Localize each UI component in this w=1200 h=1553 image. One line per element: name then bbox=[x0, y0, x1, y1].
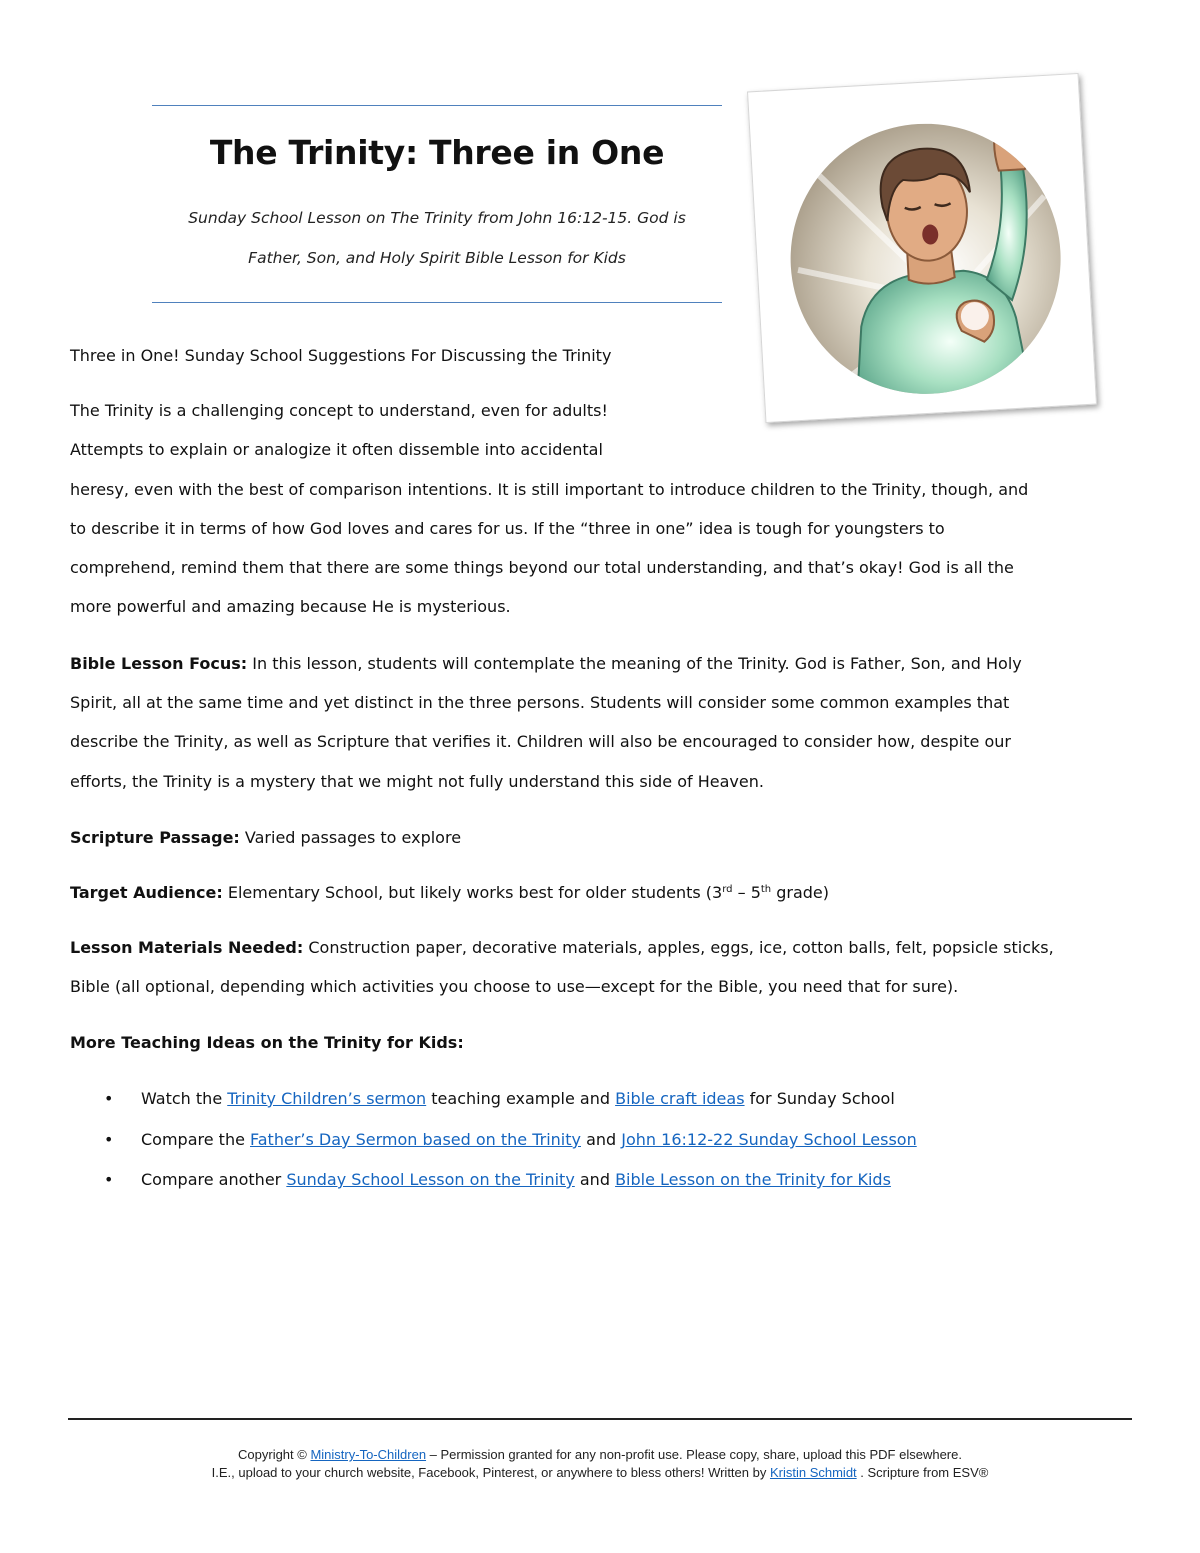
title-top-rule bbox=[152, 105, 722, 106]
audience-sup: rd bbox=[722, 884, 733, 895]
link-fathers-day-sermon[interactable]: Father’s Day Sermon based on the Trinity bbox=[250, 1130, 581, 1149]
scripture-value: Varied passages to explore bbox=[239, 828, 462, 847]
list-item-text: Watch the bbox=[141, 1089, 228, 1108]
list-item-text: and bbox=[574, 1170, 616, 1189]
footer-text: Copyright © bbox=[238, 1447, 311, 1462]
scripture-label: Scripture Passage: bbox=[70, 828, 240, 847]
list-item-text: Compare another bbox=[141, 1170, 287, 1189]
footer-credits bbox=[68, 1465, 1132, 1480]
footer-copyright bbox=[68, 1447, 1132, 1462]
materials-text: Construction paper, decorative materials, apples, eggs, ice, cotton balls, felt, popsicle sticks, bbox=[303, 938, 1054, 957]
target-audience bbox=[70, 883, 829, 902]
intro-line: more powerful and amazing because He is mysterious. bbox=[70, 597, 511, 616]
footer-text: – Permission granted for any non-profit use. Please copy, share, upload this PDF elsewhere. bbox=[426, 1447, 962, 1462]
link-ministry-to-children[interactable]: Ministry-To-Children bbox=[310, 1447, 427, 1462]
audience-text: grade) bbox=[771, 883, 830, 902]
audience-text: – 5 bbox=[732, 883, 761, 902]
title-bottom-rule bbox=[152, 302, 722, 303]
focus-line: Spirit, all at the same time and yet distinct in the three persons. Students will consider some common examples that bbox=[70, 693, 1010, 712]
focus-text: In this lesson, students will contemplate the meaning of the Trinity. God is Father, Son, and Holy bbox=[247, 654, 1022, 673]
bullet-icon: • bbox=[104, 1130, 114, 1149]
list-item-text: and bbox=[581, 1130, 622, 1149]
link-kristin-schmidt[interactable]: Kristin Schmidt bbox=[769, 1465, 857, 1480]
focus-paragraph bbox=[70, 654, 1022, 673]
illustration-frame bbox=[747, 73, 1097, 423]
intro-line: heresy, even with the best of comparison intentions. It is still important to introduce children to the Trinity, though, and bbox=[70, 480, 1029, 499]
intro-line: to describe it in terms of how God loves and cares for us. If the “three in one” idea is tough for youngsters to bbox=[70, 519, 945, 538]
link-bible-craft-ideas[interactable]: Bible craft ideas bbox=[615, 1089, 745, 1108]
intro-heading: Three in One! Sunday School Suggestions For Discussing the Trinity bbox=[70, 346, 612, 365]
bullet-icon: • bbox=[104, 1089, 114, 1108]
intro-line: Attempts to explain or analogize it often dissemble into accidental bbox=[70, 440, 603, 459]
link-sunday-school-lesson-trinity[interactable]: Sunday School Lesson on the Trinity bbox=[286, 1170, 575, 1189]
more-ideas-heading-text: More Teaching Ideas on the Trinity for Kids: bbox=[70, 1033, 464, 1052]
intro-line: The Trinity is a challenging concept to understand, even for adults! bbox=[70, 401, 608, 420]
scripture-passage bbox=[70, 828, 461, 847]
list-item bbox=[141, 1089, 895, 1108]
bullet-icon: • bbox=[104, 1170, 114, 1189]
list-item bbox=[141, 1170, 891, 1189]
materials-line: Bible (all optional, depending which activities you choose to use—except for the Bible, you need that for sure). bbox=[70, 977, 959, 996]
list-item bbox=[141, 1130, 917, 1149]
audience-sup: th bbox=[760, 884, 772, 895]
link-john-16-lesson[interactable]: John 16:12-22 Sunday School Lesson bbox=[621, 1130, 917, 1149]
materials-label: Lesson Materials Needed: bbox=[70, 938, 304, 957]
audience-label: Target Audience: bbox=[70, 883, 223, 902]
focus-label: Bible Lesson Focus: bbox=[70, 654, 248, 673]
focus-line: efforts, the Trinity is a mystery that we might not fully understand this side of Heaven. bbox=[70, 772, 764, 791]
list-item-text: Compare the bbox=[141, 1130, 251, 1149]
footer-text: . Scripture from ESV® bbox=[856, 1465, 989, 1480]
footer-text: I.E., upload to your church website, Facebook, Pinterest, or anywhere to bless others! Written by bbox=[211, 1465, 770, 1480]
link-bible-lesson-trinity-kids[interactable]: Bible Lesson on the Trinity for Kids bbox=[615, 1170, 891, 1189]
focus-line: describe the Trinity, as well as Scripture that verifies it. Children will also be encouraged to consider how, despite our bbox=[70, 732, 1011, 751]
subtitle-line-2: Father, Son, and Holy Spirit Bible Lesson for Kids bbox=[248, 249, 626, 267]
subtitle-line-1: Sunday School Lesson on The Trinity from John 16:12-15. God is bbox=[188, 209, 686, 227]
link-trinity-childrens-sermon[interactable]: Trinity Children’s sermon bbox=[227, 1089, 427, 1108]
audience-text: Elementary School, but likely works best for older students (3 bbox=[222, 883, 723, 902]
worship-man-illustration bbox=[748, 74, 1096, 422]
intro-line: comprehend, remind them that there are some things beyond our total understanding, and that’s okay! God is all the bbox=[70, 558, 1014, 577]
footer-rule bbox=[68, 1418, 1132, 1420]
list-item-text: teaching example and bbox=[426, 1089, 616, 1108]
list-item-text: for Sunday School bbox=[744, 1089, 895, 1108]
page-title: The Trinity: Three in One bbox=[209, 133, 665, 172]
materials-paragraph bbox=[70, 938, 1054, 957]
more-ideas-heading bbox=[70, 1033, 464, 1052]
